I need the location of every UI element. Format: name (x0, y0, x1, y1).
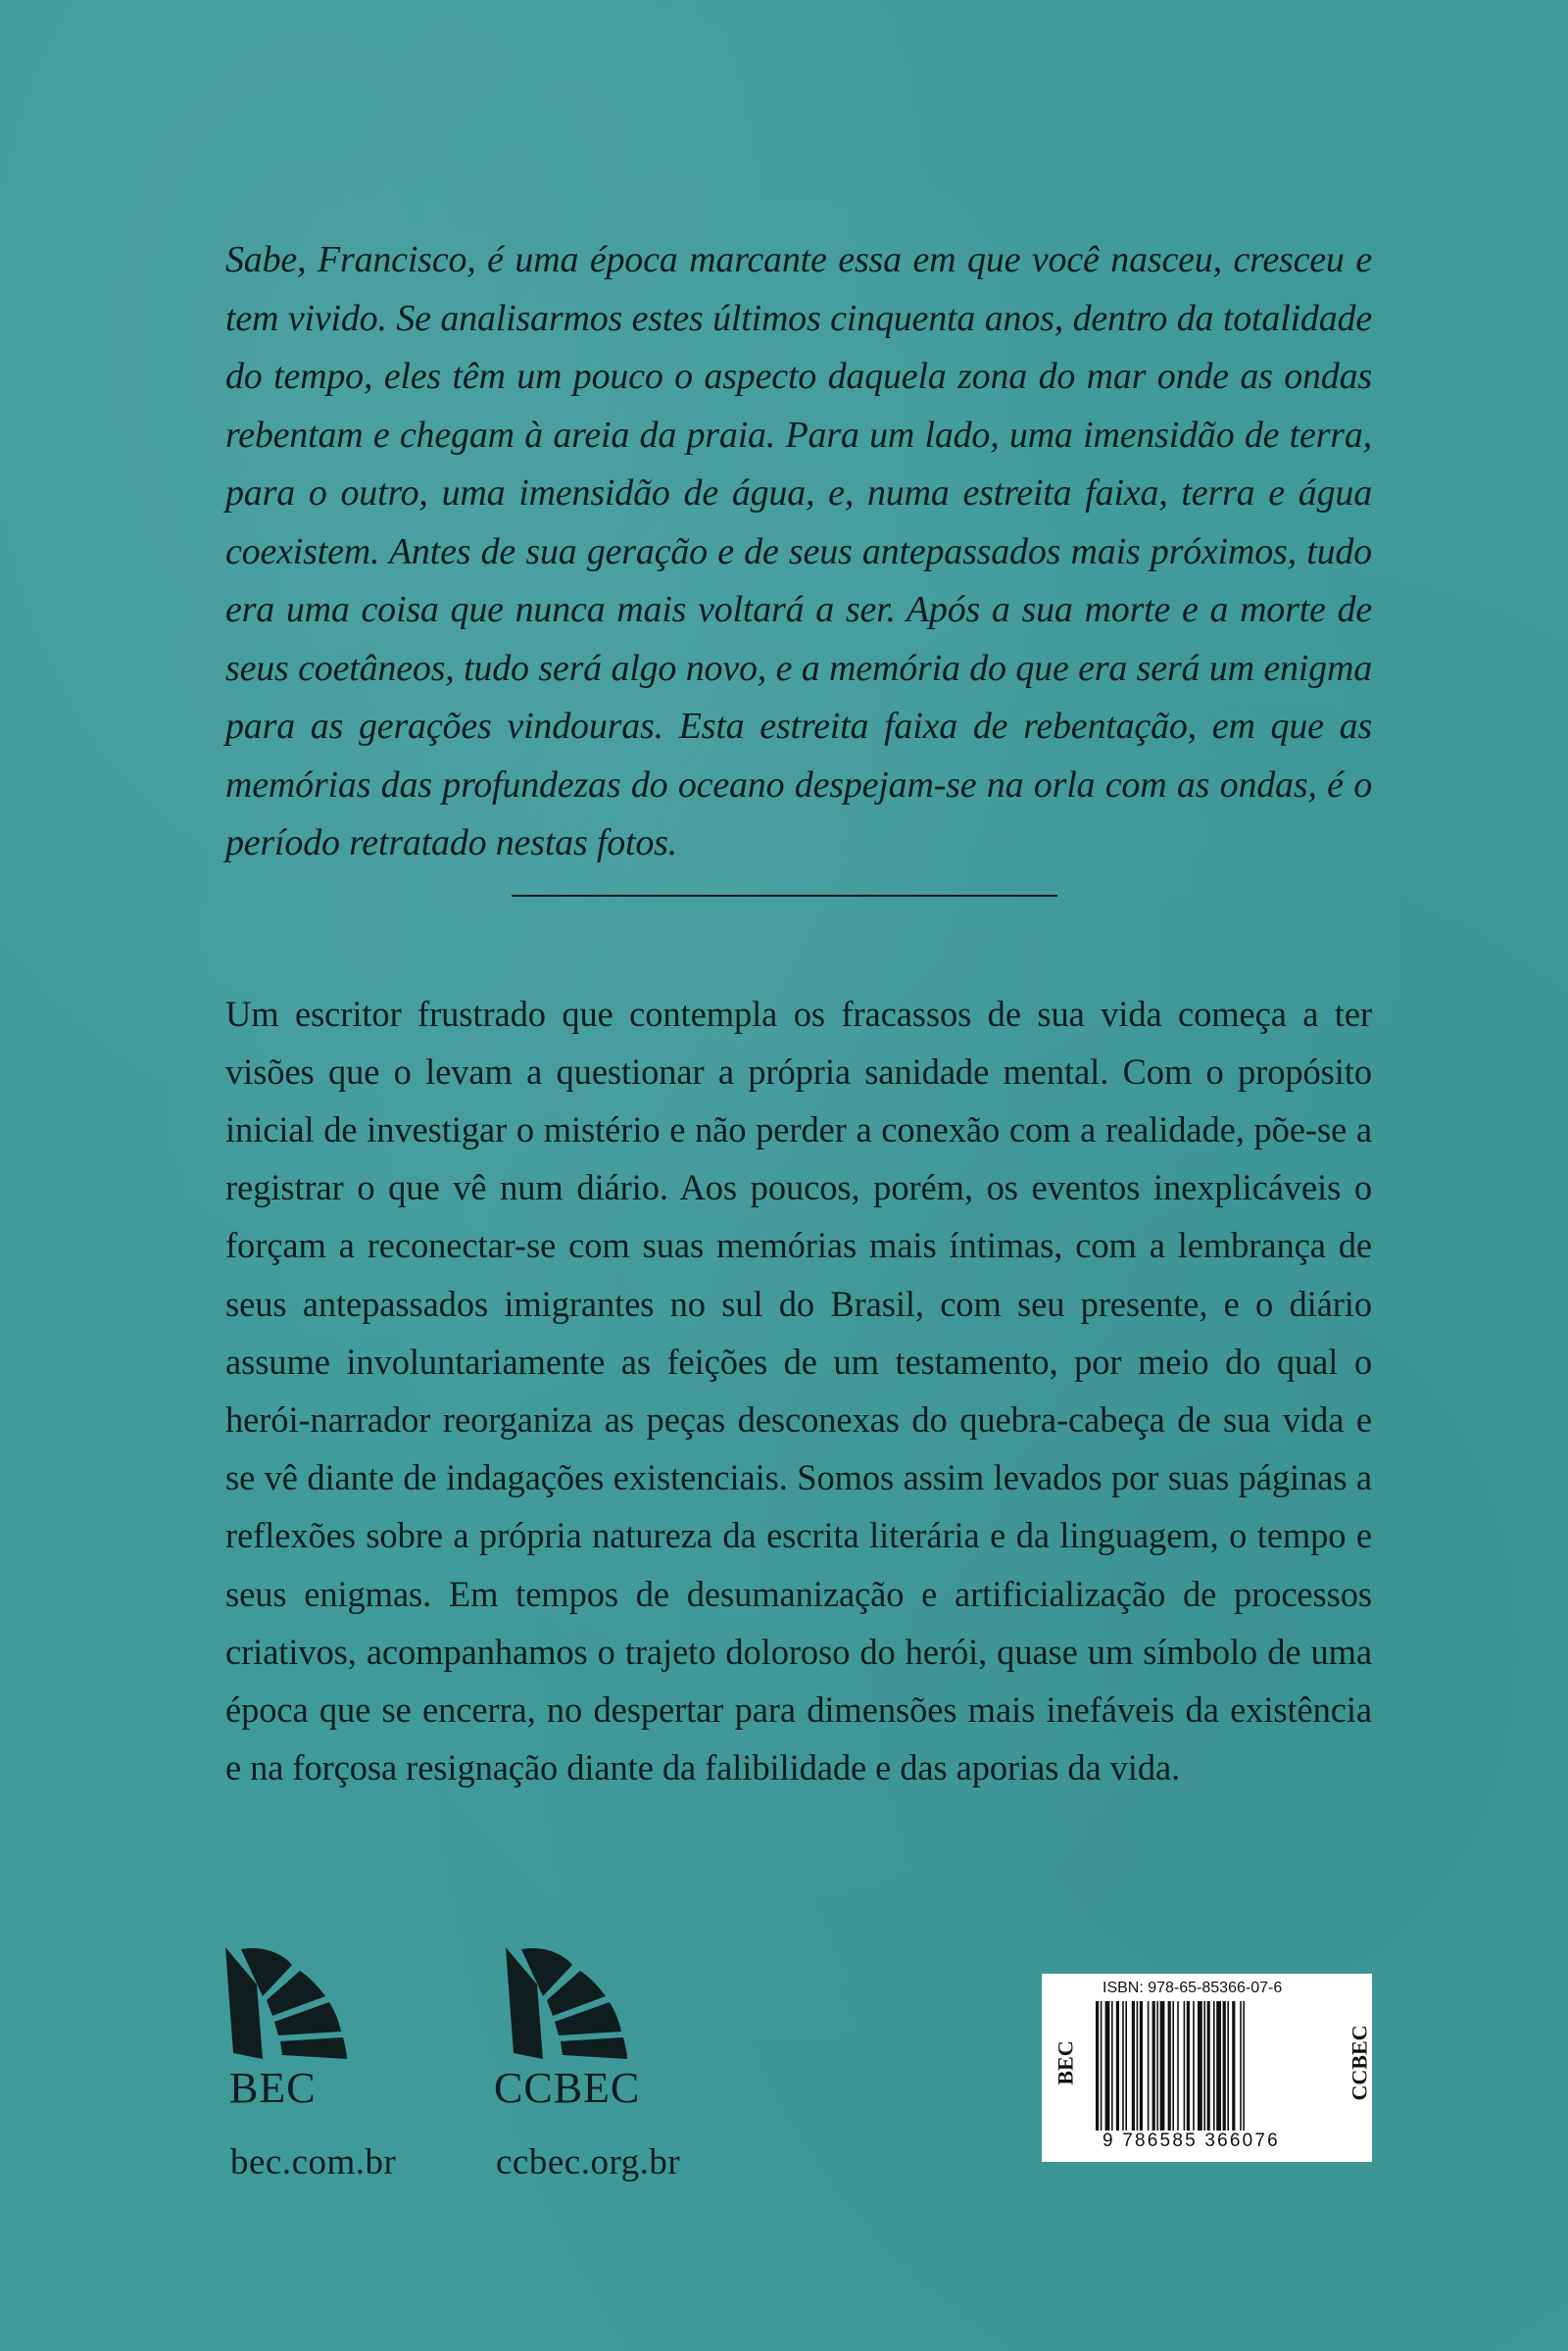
barcode-panel (1042, 1974, 1372, 2162)
ccbec-logo-text: CCBEC (494, 2064, 641, 2112)
bec-website-link[interactable]: bec.com.br (230, 2142, 397, 2182)
ccbec-logo (494, 1945, 641, 2117)
bec-logo-text: BEC (229, 2064, 317, 2112)
isbn-barcode-icon (1096, 2001, 1311, 2131)
isbn-label: ISBN: 978-65-85366-07-6 (1102, 1980, 1283, 1996)
bec-book-logo-icon (223, 1945, 351, 2061)
barcode-side-label-right: CCBEC (1347, 2025, 1372, 2101)
cover-quote: Sabe, Francisco, é uma época marcante essa em que você nasceu, cresceu e tem vivido. Se analisarmos estes últimos cinquenta anos, dentro da totalidade do tempo, eles têm um pouco o aspecto daquela zona do mar onde as ondas rebentam e chegam à areia da praia. Para um lado, uma imensidão de terra, para o outro, uma imensidão de água, e, numa estreita faixa, terra e água coexistem. Antes de sua geração e de seus antepassados mais próximos, tudo era uma coisa que nunca mais voltará a ser. Após a sua morte e a morte de seus coetâneos, tudo será algo novo, e a memória do que era será um enigma para as gerações vindouras. Esta estreita faixa de rebentação, em que as memórias das profundezas do oceano despejam-se na orla com as ondas, é o período retratado nestas fotos. (225, 239, 1372, 863)
barcode-side-label-left: BEC (1053, 2040, 1078, 2085)
divider-line (512, 895, 1057, 897)
book-synopsis: Um escritor frustrado que contempla os fracassos de sua vida começa a ter visões que o levam a questionar a própria sanidade mental. Com o propósito inicial de investigar o mistério e não perder a conexão com a realidade, põe-se a registrar o que vê num diário. Aos poucos, porém, os eventos inexplicáveis o forçam a reconectar-se com suas memórias mais íntimas, com a lembrança de seus antepassados imigrantes no sul do Brasil, com seu presente, e o diário assume involuntariamente as feições de um testamento, por meio do qual o herói-narrador reorganiza as peças desconexas do quebra-cabeça de sua vida e se vê diante de indagações existenciais. Somos assim levados por suas páginas a reflexões sobre a própria natureza da escrita literária e da linguagem, o tempo e seus enigmas. Em tempos de desumanização e artificialização de processos criativos, acompanhamos o trajeto doloroso do herói, quase um símbolo de uma época que se encerra, no despertar para dimensões mais inefáveis da existência e na forçosa resignação diante da falibilidade e das aporias da vida. (225, 993, 1372, 1788)
ccbec-book-logo-icon (494, 1945, 631, 2061)
ccbec-website-link[interactable]: ccbec.org.br (496, 2142, 681, 2182)
bec-logo (223, 1945, 351, 2117)
barcode-digits: 9 786585 366076 (1102, 2131, 1280, 2151)
